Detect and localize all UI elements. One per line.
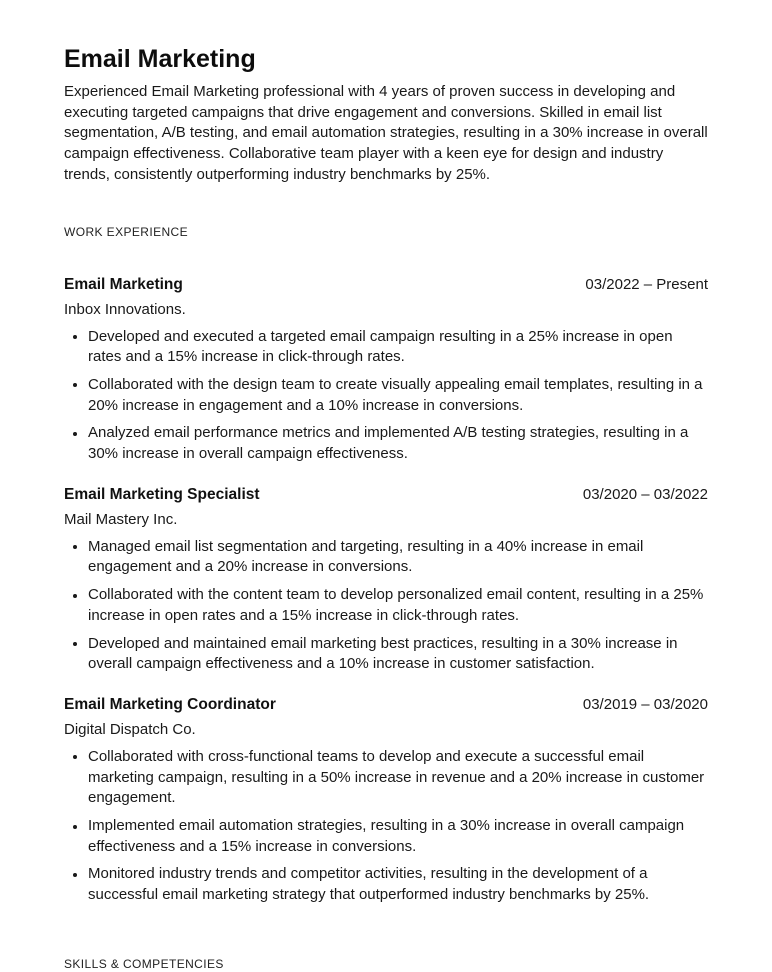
job-header: [64, 694, 708, 715]
job-title: Email Marketing Coordinator: [64, 695, 276, 713]
job-company: Digital Dispatch Co.: [64, 720, 196, 738]
job-header: [64, 274, 708, 295]
job-header: [64, 484, 708, 505]
section-heading-work-experience: WORK EXPERIENCE: [64, 224, 189, 239]
job-entry: [64, 274, 708, 465]
job-dates: 03/2022 – Present: [585, 275, 708, 293]
job-bullet: Monitored industry trends and competitor activities, resulting in the development of a successful email marketing strategy that outperformed industry benchmarks by 25%.: [64, 864, 708, 905]
job-bullets: [64, 327, 708, 465]
job-company: Inbox Innovations.: [64, 300, 186, 318]
job-bullets: [64, 747, 708, 906]
job-entry: [64, 484, 708, 675]
job-bullet: Developed and maintained email marketing best practices, resulting in a 30% increase in overall campaign effectiveness and a 10% increase in customer satisfaction.: [64, 634, 708, 675]
job-bullet: Managed email list segmentation and targeting, resulting in a 40% increase in email engagement and a 20% increase in conversions.: [64, 537, 708, 578]
job-bullet: Developed and executed a targeted email campaign resulting in a 25% increase in open rates and a 15% increase in click-through rates.: [64, 327, 708, 368]
job-dates: 03/2019 – 03/2020: [582, 695, 708, 713]
job-bullet: Collaborated with the design team to create visually appealing email templates, resulting in a 20% increase in engagement and a 10% increase in conversions.: [64, 375, 708, 416]
job-title: Email Marketing: [64, 275, 183, 293]
job-bullet: Analyzed email performance metrics and implemented A/B testing strategies, resulting in a 30% increase in overall campaign effectiveness.: [64, 423, 708, 464]
job-bullets: [64, 537, 708, 675]
page-title: Email Marketing: [64, 45, 256, 73]
job-dates: 03/2020 – 03/2022: [582, 485, 708, 503]
job-entry: [64, 694, 708, 906]
job-bullet: Collaborated with the content team to develop personalized email content, resulting in a 25% increase in open rates and a 15% increase in click-through rates.: [64, 585, 708, 626]
summary-paragraph: Experienced Email Marketing professional with 4 years of proven success in developing and executing targeted campaigns that drive engagement and conversions. Skilled in email list segmentation, A/B testing, and email automation strategies, resulting in a 30% increase in overall campaign effectiveness. Collaborative team player with a keen eye for design and industry trends, consistently outperforming industry benchmarks by 25%.: [64, 83, 708, 183]
job-bullet: Collaborated with cross-functional teams to develop and execute a successful email marketing campaign, resulting in a 50% increase in revenue and a 20% increase in customer engagement.: [64, 747, 708, 809]
job-bullet: Implemented email automation strategies, resulting in a 30% increase in overall campaign effectiveness and a 15% increase in conversions.: [64, 816, 708, 857]
work-experience-list: [64, 274, 708, 906]
job-company: Mail Mastery Inc.: [64, 510, 178, 528]
job-title: Email Marketing Specialist: [64, 485, 260, 503]
section-heading-skills: SKILLS & COMPETENCIES: [64, 956, 224, 971]
